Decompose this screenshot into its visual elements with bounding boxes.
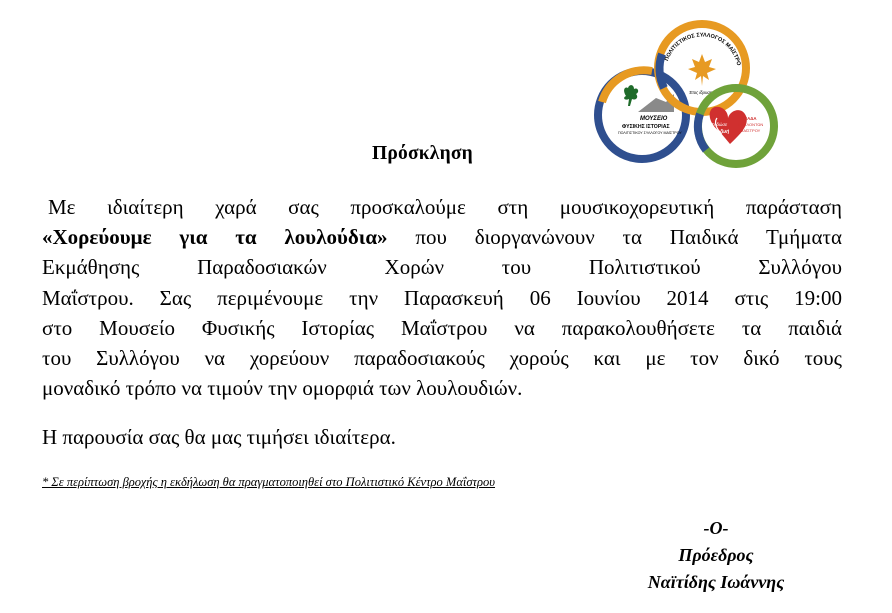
- organization-logos: [592, 2, 804, 170]
- invitation-body: [42, 192, 842, 403]
- svg-text:ΠΟΛΙΤΙΣΤΙΚΟΣ ΣΥΛΛΟΓΟΣ ΜΑΪΣΤΡΟΥ: ΠΟΛΙΤΙΣΤΙΚΟΣ ΣΥΛΛΟΓΟΣ ΜΑΪΣΤΡΟ: [664, 32, 742, 67]
- svg-text:Έτος ίδρυσης 2004: Έτος ίδρυσης 2004: [689, 90, 725, 95]
- svg-text:ΜΑΪΣΤΡΟΥ: ΜΑΪΣΤΡΟΥ: [740, 128, 761, 133]
- svg-text:ζωή: ζωή: [720, 129, 730, 135]
- svg-text:Το δώσε: Το δώσε: [710, 122, 728, 127]
- signature-from: -Ο-: [703, 518, 729, 538]
- signature-name: Ναϊτίδης Ιωάννης: [647, 572, 785, 592]
- cultural-club-logo: [592, 2, 746, 112]
- svg-text:ΜΟΥΣΕΙΟ: ΜΟΥΣΕΙΟ: [640, 116, 668, 122]
- body-line: του Συλλόγου να χορεύουν παραδοσιακούς χορούς και με τον δικό τους: [42, 346, 842, 371]
- event-title: «Χορεύουμε για τα λουλούδια»: [42, 225, 388, 250]
- svg-text:δίνει: δίνει: [716, 136, 725, 141]
- svg-text:ΠΟΛΙΤΙΣΤΙΚΟΥ ΣΥΛΛΟΓΟΥ ΜΑΪΣΤΡΟΥ: ΠΟΛΙΤΙΣΤΙΚΟΥ ΣΥΛΛΟΓΟΥ ΜΑΪΣΤΡΟΥ: [618, 131, 682, 135]
- signature-block: [612, 515, 820, 596]
- rain-footnote: * Σε περίπτωση βροχής η εκδήλωση θα πραγματοποιηθεί στο Πολιτιστικό Κέντρο Μαΐστρου: [42, 475, 496, 489]
- invitation-title: Πρόσκληση: [372, 143, 473, 164]
- body-line: Εκμάθησης Παραδοσιακών Χορών του Πολιτιστικού Συλλόγου: [42, 255, 842, 280]
- leaf-icon: [624, 85, 638, 106]
- body-line: μοναδικό τρόπο να τιμούν την ομορφιά των λουλουδιών.: [42, 376, 523, 401]
- svg-text:ΟΜΑΔΑ: ΟΜΑΔΑ: [740, 116, 757, 121]
- museum-logo: [598, 70, 686, 159]
- signature-role: Πρόεδρος: [678, 545, 754, 565]
- svg-text:ΕΘΕΛΟΝΤΩΝ: ΕΘΕΛΟΝΤΩΝ: [738, 122, 764, 127]
- body-text: που διοργανώνουν τα Παιδικά Τμήματα: [387, 225, 842, 250]
- maple-leaf-icon: [688, 54, 716, 86]
- svg-text:ΦΥΣΙΚΗΣ ΙΣΤΟΡΙΑΣ: ΦΥΣΙΚΗΣ ΙΣΤΟΡΙΑΣ: [622, 124, 670, 130]
- body-line: Με ιδιαίτερη χαρά σας προσκαλούμε στη μουσικοχορευτική παράσταση: [48, 195, 842, 219]
- body-line: [42, 222, 842, 252]
- body-line: στο Μουσείο Φυσικής Ιστορίας Μαΐστρου να παρακολουθήσετε τα παιδιά: [42, 315, 842, 340]
- closing-sentence: Η παρουσία σας θα μας τιμήσει ιδιαίτερα.: [42, 425, 396, 449]
- body-line: Μαΐστρου. Σας περιμένουμε την Παρασκευή 06 Ιουνίου 2014 στις 19:00: [42, 285, 842, 310]
